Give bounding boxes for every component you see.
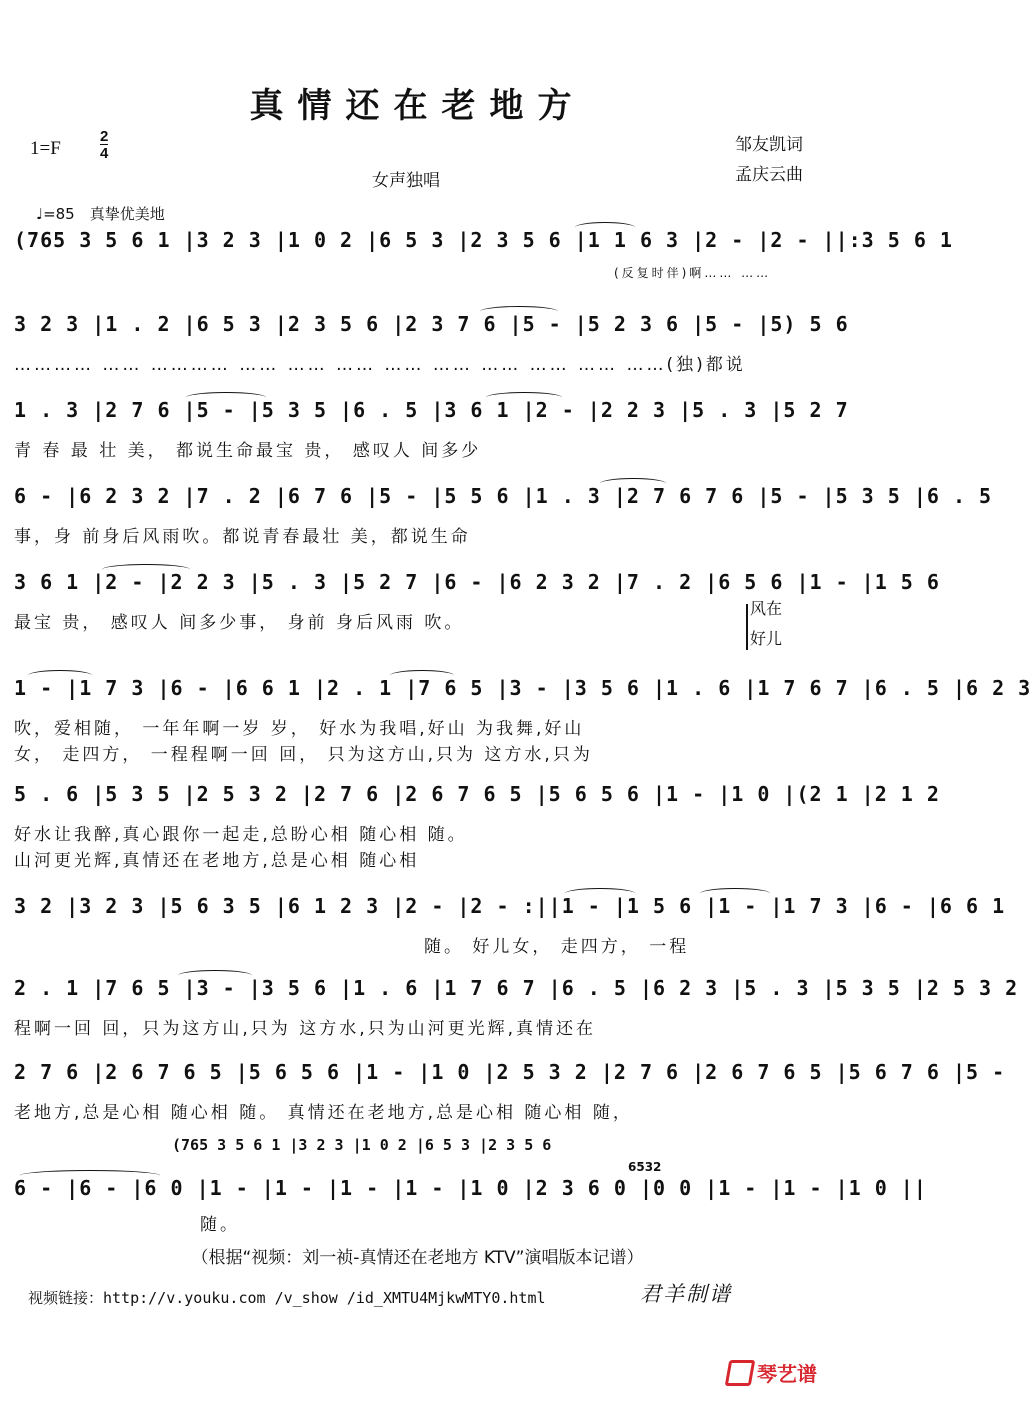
signature: 君羊制谱: [640, 1282, 732, 1306]
score-line-10: [14, 1060, 1006, 1123]
notation: 6 - |6 - |6 0 |1 - |1 - |1 - |1 - |1 0 |2 3 6 0 |0 0 |1 - |1 - |1 0 ||: [14, 1176, 927, 1200]
slur: [186, 392, 266, 403]
notation: 3 2 3 |1 . 2 |6 5 3 |2 3 5 6 |2 3 7 6 |5 - |5 2 3 6 |5 - |5) 5 6: [14, 312, 849, 336]
lyrics: 最宝 贵， 感叹人 间多少事， 身前 身后风雨 吹。: [14, 613, 465, 633]
notation: 2 7 6 |2 6 7 6 5 |5 6 5 6 |1 - |1 0 |2 5 3 2 |2 7 6 |2 6 7 6 5 |5 6 7 6 |5 -: [14, 1060, 1006, 1084]
lyrics: ………… …… ………… …… …… …… …… …… …… …… …… ……(独)都说: [14, 355, 746, 375]
video-link[interactable]: 视频链接：http://v.youku.com /v_show /id_XMTU4MjkwMTY0.html: [28, 1289, 546, 1307]
score-line-7: [14, 782, 940, 871]
voice-type: 女声独唱: [372, 171, 440, 191]
notation: (765 3 5 6 1 |3 2 3 |1 0 2 |6 5 3 |2 3 5 6 |1 1 6 3 |2 - |2 - ||:3 5 6 1: [14, 228, 953, 252]
meter-bottom: 4: [100, 145, 109, 162]
lyrics: 随。 好儿女， 走四方， 一程: [424, 937, 690, 957]
score-line-5: [14, 570, 940, 633]
transcription-note: （根据“视频：刘一祯-真情还在老地方 KTV”演唱版本记谱）: [191, 1248, 644, 1268]
page-title: 真情还在老地方: [249, 86, 586, 126]
lyrics-verse-2: 女， 走四方， 一程程啊一回 回， 只为这方山,只为 这方水,只为: [14, 745, 593, 765]
slur: [575, 222, 635, 233]
intro-overlay: (765 3 5 6 1 |3 2 3 |1 0 2 |6 5 3 |2 3 5 6: [172, 1136, 552, 1154]
lyrics: 随。: [200, 1215, 240, 1235]
score-line-9: [14, 976, 1019, 1039]
lyricist: 邹友凯词: [735, 135, 803, 155]
slur: [600, 478, 666, 489]
lyrics: 吹，爱相随， 一年年啊一岁 岁， 好水为我唱,好山 为我舞,好山: [14, 719, 585, 739]
meter-top: 2: [100, 128, 109, 145]
slur: [480, 306, 558, 317]
lyrics: 程啊一回 回，只为这方山,只为 这方水,只为山河更光辉,真情还在: [14, 1019, 597, 1039]
lyrics: (反复时伴)啊…… ……: [614, 266, 772, 280]
key-signature: 1=F: [30, 138, 61, 159]
bracket-brace: [746, 604, 748, 650]
lyrics: 事，身 前身后风雨吹。都说青春最壮 美，都说生命: [14, 527, 471, 547]
slur: [390, 670, 454, 681]
score-line-6: [14, 676, 1031, 765]
slur: [28, 670, 92, 681]
lyrics-verse-2: 山河更光辉,真情还在老地方,总是心相 随心相: [14, 851, 420, 871]
notation: 1 . 3 |2 7 6 |5 - |5 3 5 |6 . 5 |3 6 1 |2 - |2 2 3 |5 . 3 |5 2 7: [14, 398, 849, 422]
notation: 3 6 1 |2 - |2 2 3 |5 . 3 |5 2 7 |6 - |6 2 3 2 |7 . 2 |6 5 6 |1 - |1 5 6: [14, 570, 940, 594]
notation: 2 . 1 |7 6 5 |3 - |3 5 6 |1 . 6 |1 7 6 7 |6 . 5 |6 2 3 |5 . 3 |5 3 5 |2 5 3 2: [14, 976, 1019, 1000]
slur: [178, 970, 252, 981]
lyrics: 青 春 最 壮 美， 都说生命最宝 贵， 感叹人 间多少: [14, 441, 482, 461]
score-line-1: [14, 228, 953, 286]
lyrics: 老地方,总是心相 随心相 随。 真情还在老地方,总是心相 随心相 随，: [14, 1103, 633, 1123]
site-logo: [727, 1358, 817, 1387]
notation: 1 - |1 7 3 |6 - |6 6 1 |2 . 1 |7 6 5 |3 - |3 5 6 |1 . 6 |1 7 6 7 |6 . 5 |6 2 3: [14, 676, 1031, 700]
tempo-marking: ♩=85 真挚优美地: [36, 205, 165, 223]
notation: 3 2 |3 2 3 |5 6 3 5 |6 1 2 3 |2 - |2 - :||1 - |1 5 6 |1 - |1 7 3 |6 - |6 6 1: [14, 894, 1006, 918]
slur: [700, 888, 770, 899]
composer: 孟庆云曲: [735, 165, 803, 185]
slur: [102, 564, 190, 575]
slur: [486, 392, 562, 403]
lyrics: 好水让我醉,真心跟你一起走,总盼心相 随心相 随。: [14, 825, 468, 845]
score-line-2: [14, 312, 849, 375]
score-line-8: [14, 894, 1006, 957]
notation: 5 . 6 |5 3 5 |2 5 3 2 |2 7 6 |2 6 7 6 5 |5 6 5 6 |1 - |1 0 |(2 1 |2 1 2: [14, 782, 940, 806]
score-line-11: [14, 1176, 927, 1235]
score-line-3: [14, 398, 849, 461]
lyric-bracket: [750, 594, 782, 654]
score-line-4: [14, 484, 993, 547]
bracket-bottom: 好儿: [750, 629, 783, 648]
bracket-top: 风在: [750, 599, 783, 618]
logo-text: 琴艺谱: [757, 1362, 817, 1386]
logo-icon: [725, 1360, 756, 1386]
ending-mark: 6532: [628, 1160, 662, 1174]
time-signature: [100, 129, 108, 161]
slur: [565, 888, 635, 899]
notation: 6 - |6 2 3 2 |7 . 2 |6 7 6 |5 - |5 5 6 |1 . 3 |2 7 6 7 6 |5 - |5 3 5 |6 . 5: [14, 484, 993, 508]
slur: [20, 1170, 160, 1181]
